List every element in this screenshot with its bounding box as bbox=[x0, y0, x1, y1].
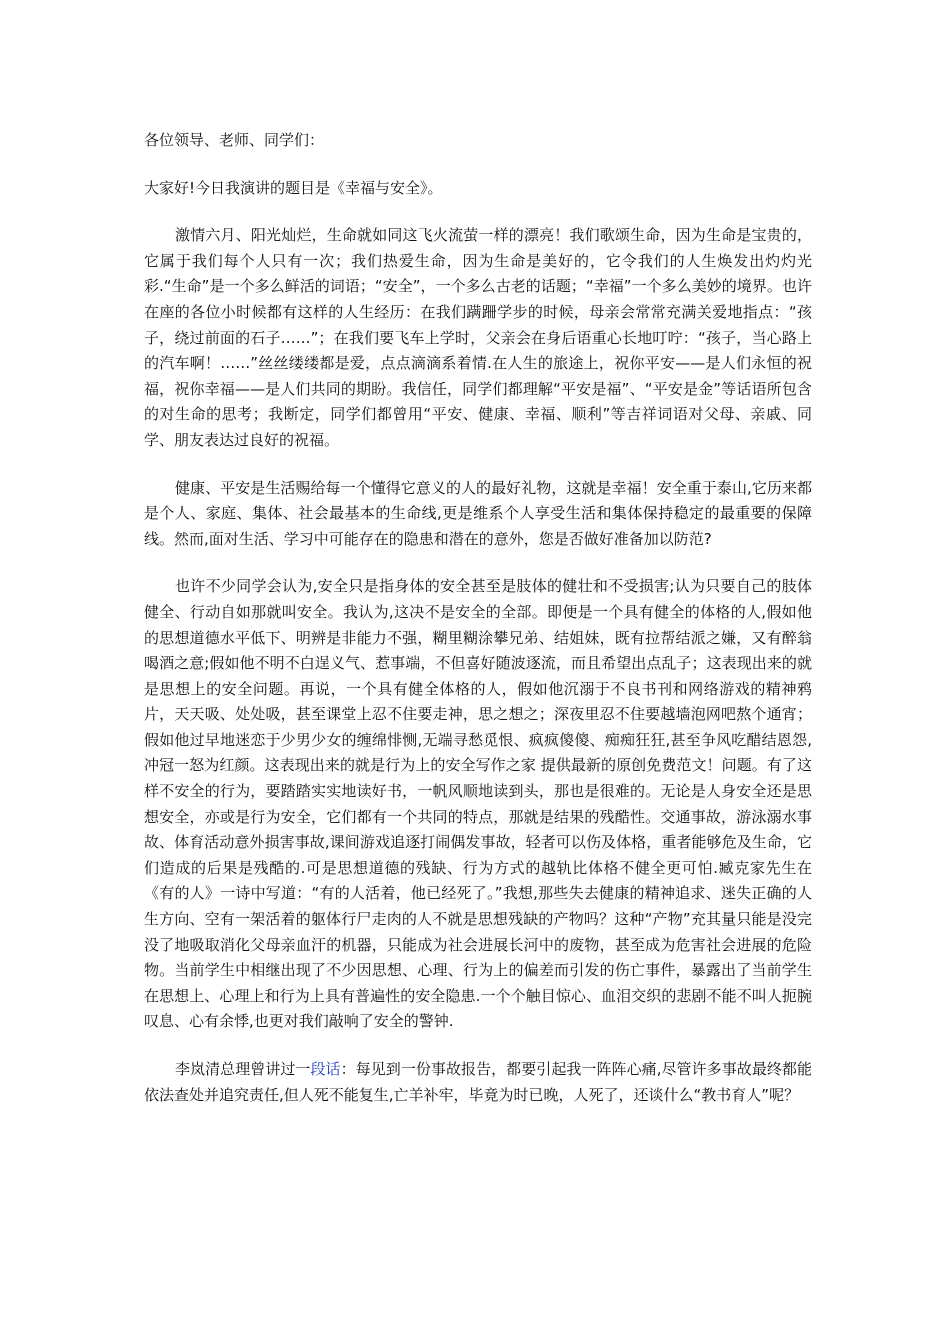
quote-link[interactable]: 段话 bbox=[310, 1060, 341, 1078]
quote-text-after: ：每见到一份事故报告，都要引起我一阵阵心痛,尽管许多事故最终都能依法查处并追究责任,但人死不能复生,亡羊补牢，毕竟为时已晚，人死了，还谈什么“教书育人”呢？ bbox=[144, 1060, 812, 1104]
paragraph-life: 激情六月、阳光灿烂，生命就如同这飞火流萤一样的漂亮！我们歌颂生命，因为生命是宝贵的，它属于我们每个人只有一次；我们热爱生命，因为生命是美好的，它令我们的人生焕发出灼灼光彩.“生命”是一个多么鲜活的词语；“安全”，一个多么古老的话题；“幸福”一个多么美妙的境界。也许在座的各位小时候都有这样的人生经历：在我们蹒跚学步的时候，母亲会常常充满关爱地指点：“孩子，绕过前面的石子……”；在我们要飞车上学时，父亲会在身后语重心长地叮咛：“孩子，当心路上的汽车啊！……”丝丝缕缕都是爱，点点滴滴系着情.在人生的旅途上，祝你平安——是人们永恒的祝福，祝你幸福——是人们共同的期盼。我信任，同学们都理解“平安是福”、“平安是金”等话语所包含的对生命的思考；我断定，同学们都曾用“平安、健康、幸福、顺利”等吉祥词语对父母、亲戚、同学、朋友表达过良好的祝福。 bbox=[144, 226, 812, 449]
paragraph-quote bbox=[144, 1057, 812, 1108]
document-page bbox=[144, 128, 812, 1108]
opening-line: 大家好!今日我演讲的题目是《幸福与安全》。 bbox=[144, 178, 443, 197]
salutation: 各位领导、老师、同学们： bbox=[144, 131, 325, 149]
paragraph-safety: 也许不少同学会认为,安全只是指身体的安全甚至是肢体的健壮和不受损害;认为只要自己的肢体健全、行动自如那就叫安全。我认为,这决不是安全的全部。即便是一个具有健全的体格的人,假如他的思想道德水平低下、明辨是非能力不强，糊里糊涂攀兄弟、结姐妹，既有拉帮结派之嫌，又有醉翁喝酒之意;假如他不明不白逞义气、惹事端，不但喜好随波逐流，而且希望出点乱子；这表现出来的就是思想上的安全问题。再说，一个具有健全体格的人，假如他沉溺于不良书刊和网络游戏的精神鸦片，天天吸、处处吸，甚至课堂上忍不住要走神，思之想之；深夜里忍不住要越墙泡网吧熬个通宵；假如他过早地迷恋于少男少女的缠绵悱恻,无端寻愁觅恨、疯疯傻傻、痴痴狂狂,甚至争风吃醋结恩怨,冲冠一怒为红颜。这表现出来的就是行为上的安全写作之家 提供最新的原创免费范文！问题。有了这样不安全的行为，要踏踏实实地读好书，一帆风顺地读到头，那也是很难的。无论是人身安全还是思想安全，亦或是行为安全，它们都有一个共同的特点，那就是结果的残酷性。交通事故，游泳溺水事故、体育活动意外损害事故,课间游戏追逐打闹偶发事故，轻者可以伤及体格，重者能够危及生命，它们造成的后果是残酷的.可是思想道德的残缺、行为方式的越轨比体格不健全更可怕.臧克家先生在《有的人》一诗中写道：“有的人活着，他已经死了。”我想,那些失去健康的精神追求、迷失正确的人生方向、空有一架活着的躯体行尸走肉的人不就是思想残缺的产物吗？这种“产物”充其量只能是没完没了地吸取消化父母亲血汗的机器，只能成为社会进展长河中的废物，甚至成为危害社会进展的危险物。当前学生中相继出现了不少因思想、心理、行为上的偏差而引发的伤亡事件，暴露出了当前学生在思想上、心理上和行为上具有普遍性的安全隐患.一个个触目惊心、血泪交织的悲剧不能不叫人扼腕叹息、心有余悸,也更对我们敲响了安全的警钟. bbox=[144, 577, 812, 1031]
quote-text-before: 李岚清总理曾讲过一 bbox=[175, 1060, 311, 1078]
paragraph-health: 健康、平安是生活赐给每一个懂得它意义的人的最好礼物，这就是幸福！安全重于泰山,它历来都是个人、家庭、集体、社会最基本的生命线,更是维系个人享受生活和集体保持稳定的最重要的保障线。然而,面对生活、学习中可能存在的隐患和潜在的意外，您是否做好准备加以防范? bbox=[144, 478, 812, 548]
